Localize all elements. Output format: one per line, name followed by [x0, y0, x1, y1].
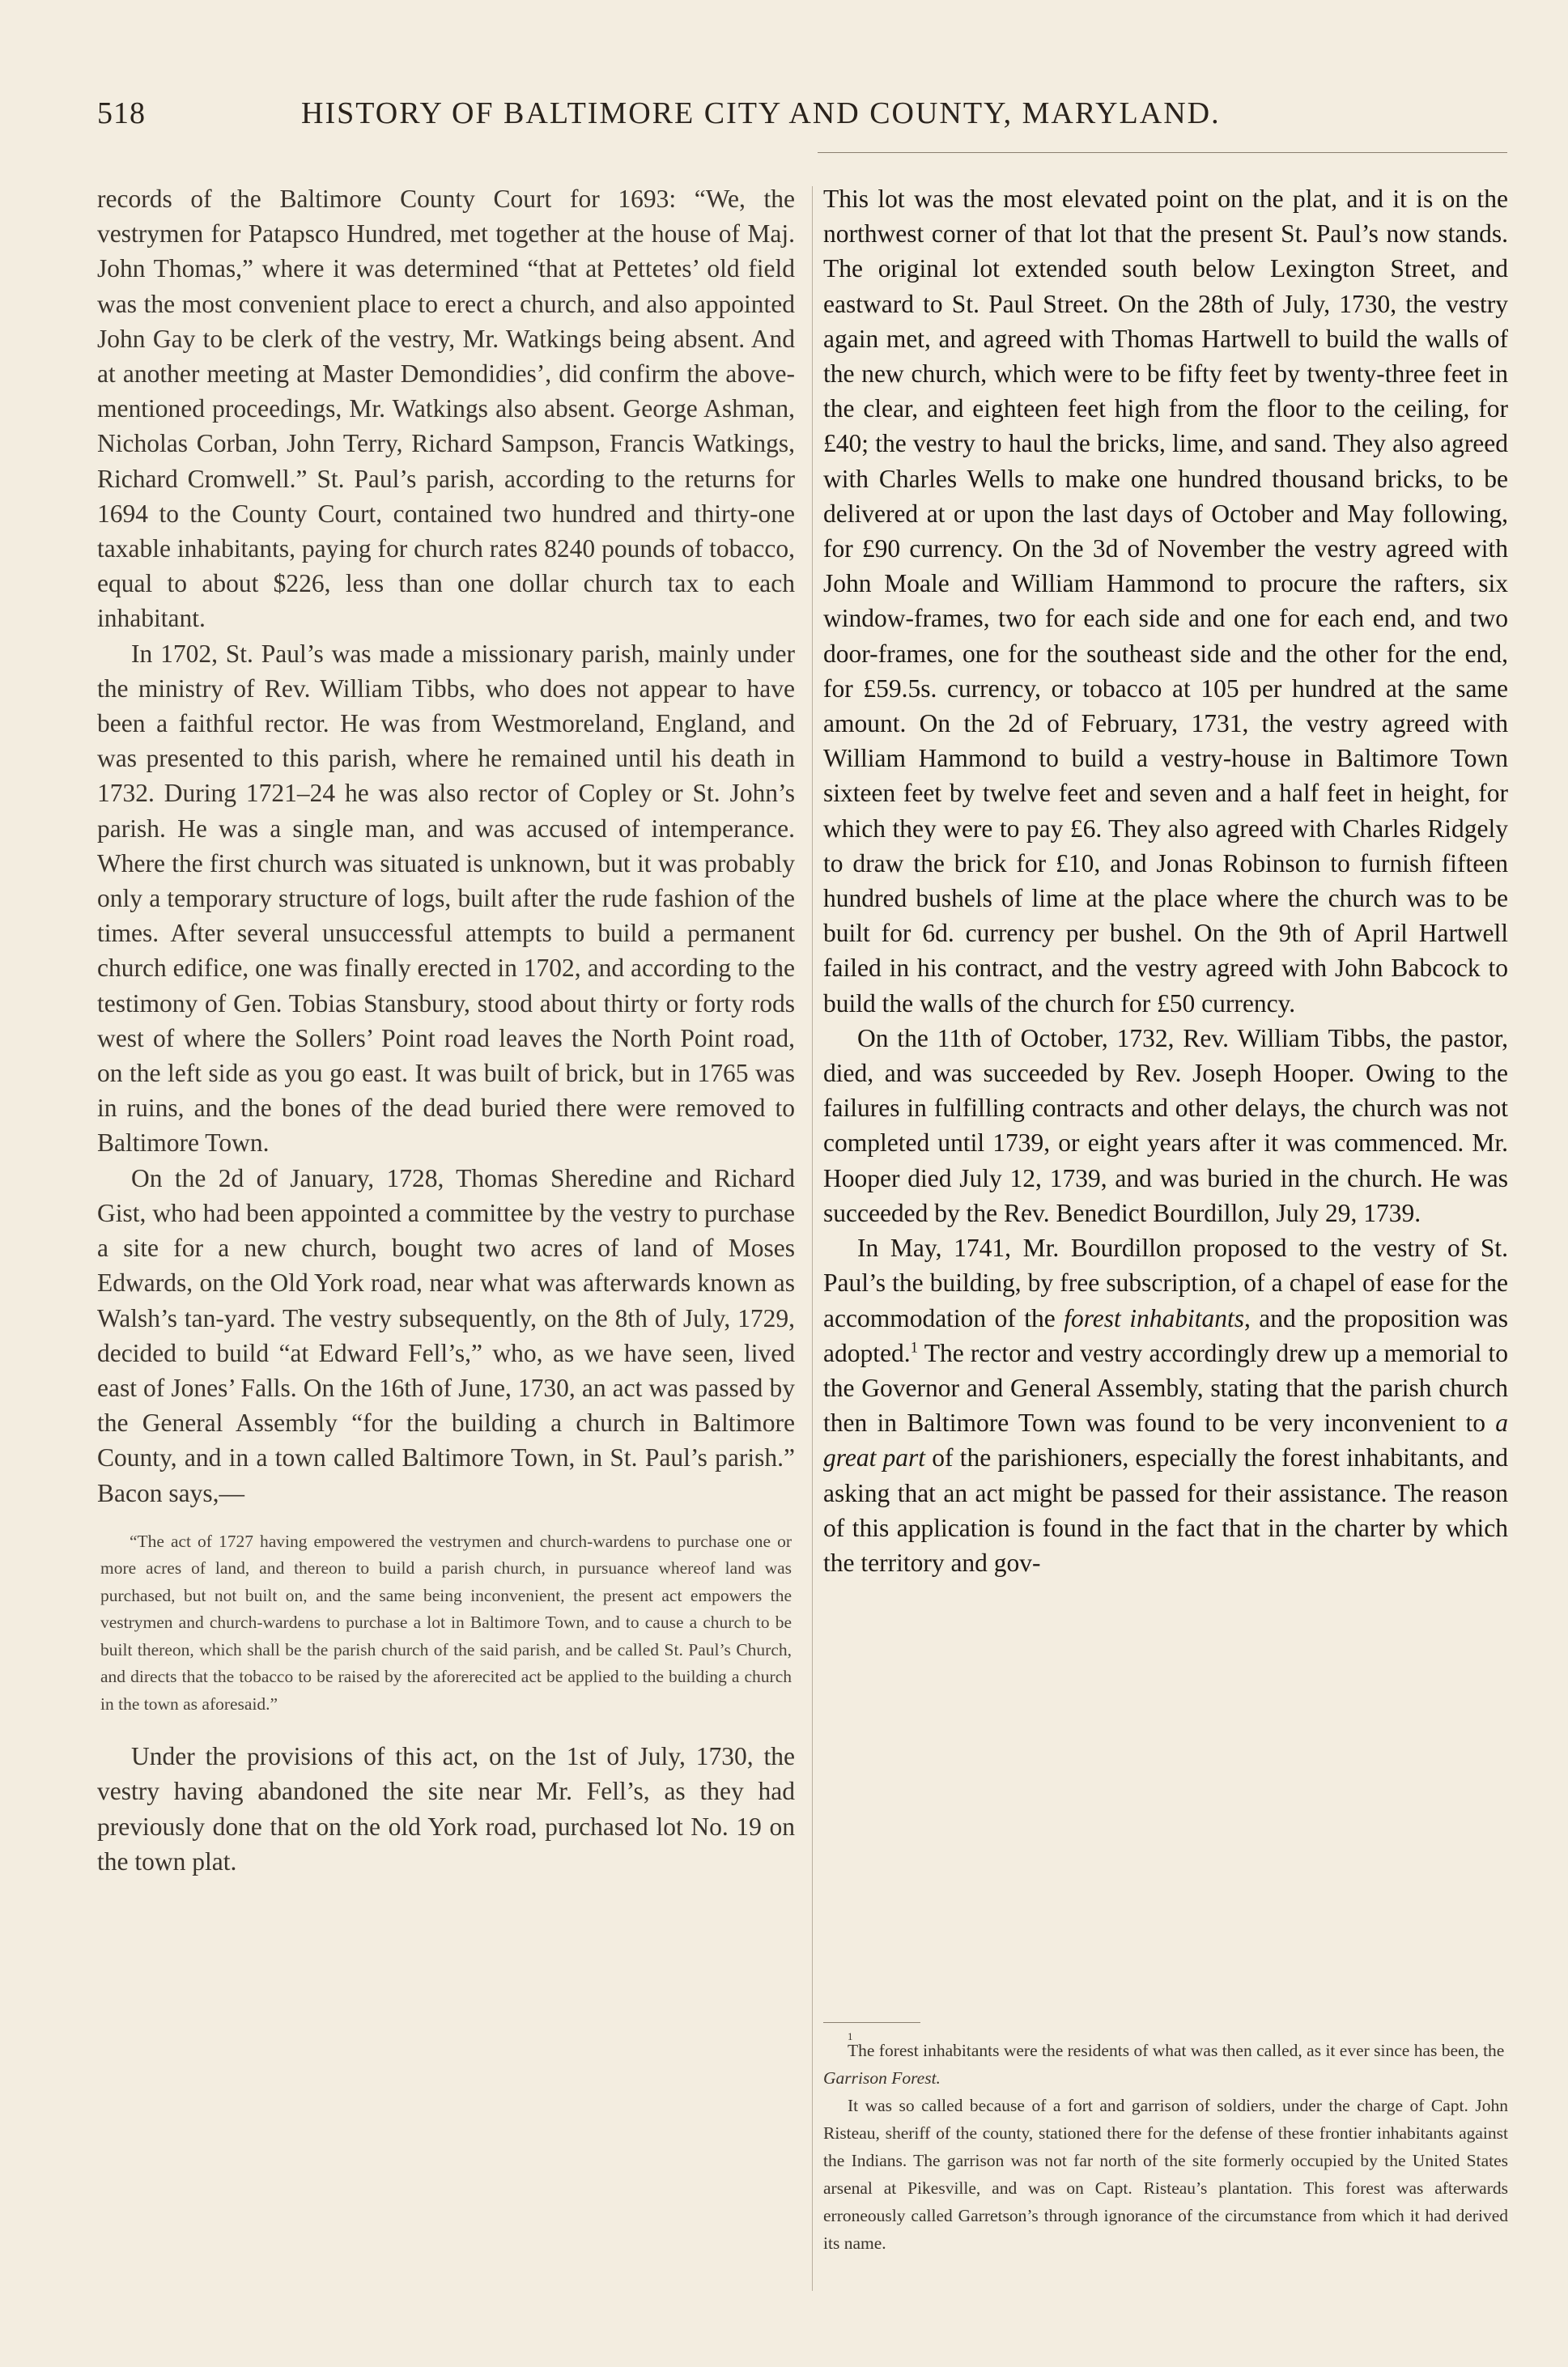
paragraph: On the 11th of October, 1732, Rev. William Tibbs, the pastor, died, and was succeeded by Rev. Joseph Hooper. Owing to the failures in fulfilling contracts and other delays, the church was not completed until 1739, or eight years after it was commenced. Mr. Hooper died July 12, 1739, and was buried in the church. He was succeeded by the Rev. Benedict Bourdillon, July 29, 1739.: [823, 1023, 1508, 1227]
left-column: [97, 181, 795, 1879]
block-quote: [97, 1528, 795, 1719]
footnote-marker: 1: [910, 1339, 919, 1357]
page-title: HISTORY OF BALTIMORE CITY AND COUNTY, MARYLAND.: [301, 96, 1221, 130]
footnote-text: It was so called because of a fort and garrison of soldiers, under the charge of Capt. John Risteau, sheriff of the county, stationed there for the defense of these frontier inhabitants against the Indians. The garrison was not far north of the site formerly occupied by the United States arsenal at Pikesville, and was on Capt. Risteau’s plantation. This forest was afterwards erroneously called Garretson’s through ignorance of the circumstance from which it had derived its name.: [823, 2096, 1508, 2253]
paragraph-text: In May, 1741, Mr. Bourdillon proposed to the vestry of St. Paul’s the building, by free subscription, of a chapel of ease for the accommodation of the: [823, 1234, 1508, 1332]
header-rule: [818, 152, 1507, 153]
paragraph: On the 2d of January, 1728, Thomas Sheredine and Richard Gist, who had been appointed a committee by the vestry to purchase a site for a new church, bought two acres of land of Moses Edwards, on the Old York road, near what was afterwards known as Walsh’s tan-yard. The vestry subsequently, on the 8th of July, 1729, decided to build “at Edward Fell’s,” who, as we have seen, lived east of Jones’ Falls. On the 16th of June, 1730, an act was passed by the General Assembly “for the building a church in Baltimore County, and in a town called Baltimore Town, in St. Paul’s parish.” Bacon says,—: [97, 1163, 795, 1507]
italic-text: a great part: [823, 1409, 1508, 1472]
running-head: [97, 96, 1506, 144]
paragraph-text: of the parishioners, especially the forest inhabitants, and asking that an act might be passed for their assistance. The reason of this application is found in the fact that in the charter by which the territory and gov-: [823, 1443, 1508, 1577]
paragraph: records of the Baltimore County Court for 1693: “We, the vestrymen for Patapsco Hundred, met together at the house of Maj. John Thomas,” where it was determined “that at Pettetes’ old field was the most convenient place to erect a church, and also appointed John Gay to be clerk of the vestry, Mr. Watkings being absent. And at another meeting at Master Demondidies’, did confirm the above-mentioned proceedings, Mr. Watkings also absent. George Ashman, Nicholas Corban, John Terry, Richard Sampson, Francis Watkings, Richard Cromwell.” St. Paul’s parish, according to the returns for 1694 to the County Court, contained two hundred and thirty-one taxable inhabitants, paying for church rates 8240 pounds of tobacco, equal to about $226, less than one dollar church tax to each inhabitant.: [97, 185, 795, 633]
footnote-italic: Garrison Forest.: [823, 2068, 941, 2088]
right-column: [823, 181, 1508, 1580]
column-divider: [812, 186, 813, 2291]
paragraph-text: The rector and vestry accordingly drew up a memorial to the Governor and General Assembly, stating that the parish church then in Baltimore Town was found to be very inconvenient to: [823, 1338, 1508, 1438]
footnote-text: The forest inhabitants were the residents of what was then called, as it ever since has been, the: [848, 2041, 1505, 2060]
paragraph: [823, 1230, 1508, 1580]
italic-text: forest inhabitants: [1064, 1303, 1244, 1332]
paragraph: This lot was the most elevated point on the plat, and it is on the northwest corner of that lot that the present St. Paul’s now stands. The original lot extended south below Lexington Street, and eastward to St. Paul Street. On the 28th of July, 1730, the vestry again met, and agreed with Thomas Hartwell to build the walls of the new church, which were to be fifty feet by twenty-three feet in the clear, and eighteen feet high from the floor to the ceiling, for £40; the vestry to haul the bricks, lime, and sand. They also agreed with Charles Wells to make one hundred thousand bricks, to be delivered at or upon the last days of October and May following, for £90 currency. On the 3d of November the vestry agreed with John Moale and William Hammond to procure the rafters, six window-frames, two for each side and one for each end, and two door-frames, one for the southeast side and the other for the end, for £59.5s. currency, or tobacco at 105 per hundred at the same amount. On the 2d of February, 1731, the vestry agreed with William Hammond to build a vestry-house in Baltimore Town sixteen feet by twelve feet and seven and a half feet in height, for which they were to pay £6. They also agreed with Charles Ridgely to draw the brick for £10, and Jonas Robinson to furnish fifteen hundred bushels of lime at the place where the church was to be built for 6d. currency per bushel. On the 9th of April Hartwell failed in his contract, and the vestry agreed with John Babcock to build the walls of the church for £50 currency.: [823, 185, 1508, 1018]
paragraph: Under the provisions of this act, on the 1st of July, 1730, the vestry having abandoned the site near Mr. Fell’s, as they had previously done that on the old York road, purchased lot No. 19 on the town plat.: [97, 1742, 795, 1876]
footnote-rule: [823, 2022, 920, 2023]
block-quote-text: “The act of 1727 having empowered the vestrymen and church-wardens to purchase one or more acres of land, and thereon to build a parish church, in pursuance whereof land was purchased, but not built on, and the same being inconvenient, the present act empowers the vestrymen and church-wardens to purchase a lot in Baltimore Town, and to cause a church to be built thereon, which shall be the parish church of the said parish, and be called St. Paul’s Church, and directs that the tobacco to be raised by the aforerecited act be applied to the building a church in the town as aforesaid.”: [100, 1531, 792, 1714]
paragraph-text: , and the proposition was adopted.: [823, 1303, 1508, 1367]
paragraph: In 1702, St. Paul’s was made a missionary parish, mainly under the ministry of Rev. William Tibbs, who does not appear to have been a faithful rector. He was from Westmoreland, England, and was presented to this parish, where he remained until his death in 1732. During 1721–24 he was also rector of Copley or St. John’s parish. He was a single man, and was accused of intemperance. Where the first church was situated is unknown, but it was probably only a temporary structure of logs, built after the rude fashion of the times. After several unsuccessful attempts to build a permanent church edifice, one was finally erected in 1702, and according to the testimony of Gen. Tobias Stansbury, stood about thirty or forty rods west of where the Sollers’ Point road leaves the North Point road, on the left side as you go east. It was built of brick, but in 1765 was in ruins, and the bones of the dead buried there were removed to Baltimore Town.: [97, 639, 795, 1158]
footnote: 1 The forest inhabitants were the residents of what was then called, as it ever since has been, the Garrison Forest. It was so called because of a fort and garrison of soldiers, under the charge of Capt. John Risteau, sheriff of the county, stationed there for the defense of these frontier inhabitants against the Indians. The garrison was not far north of the site formerly occupied by the United States arsenal at Pikesville, and was on Capt. Risteau’s plantation. This forest was afterwards erroneously called Garretson’s through ignorance of the circumstance from which it had derived its name.: [823, 2037, 1508, 2257]
page-number: 518: [97, 96, 146, 130]
